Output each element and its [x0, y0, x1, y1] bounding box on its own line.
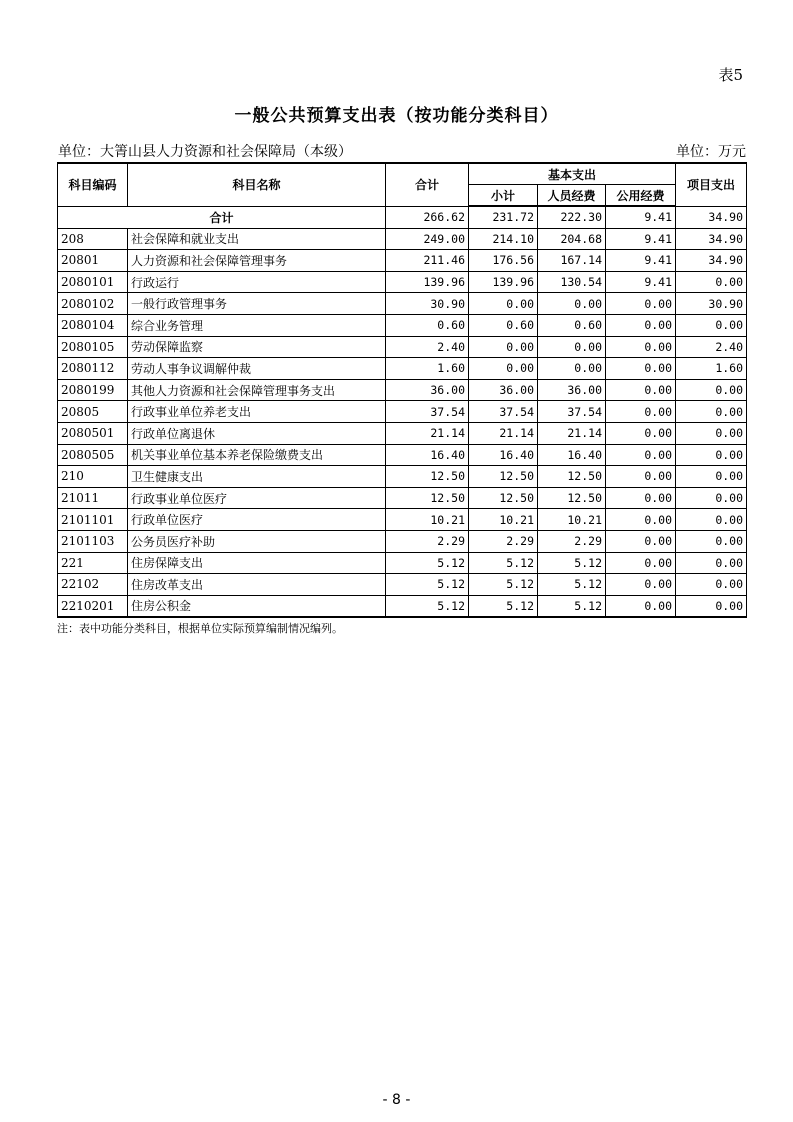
currency-unit: 单位：万元 [676, 144, 746, 160]
code-cell: 2080101 [58, 271, 128, 293]
personnel-cell: 222.30 [538, 206, 606, 228]
total-cell: 12.50 [386, 487, 469, 509]
code-cell: 2080199 [58, 379, 128, 401]
subtotal-cell: 0.00 [469, 336, 538, 358]
code-cell: 2080505 [58, 444, 128, 466]
subtotal-cell: 5.12 [469, 552, 538, 574]
header-personnel: 人员经费 [538, 185, 606, 207]
total-cell: 21.14 [386, 422, 469, 444]
header-basic: 基本支出 [469, 163, 676, 185]
personnel-cell: 204.68 [538, 228, 606, 250]
name-cell: 行政事业单位医疗 [128, 487, 386, 509]
name-cell: 卫生健康支出 [128, 466, 386, 488]
public-cell: 0.00 [606, 314, 676, 336]
name-cell: 住房公积金 [128, 595, 386, 617]
personnel-cell: 0.00 [538, 358, 606, 380]
total-cell: 0.60 [386, 314, 469, 336]
total-cell: 12.50 [386, 466, 469, 488]
personnel-cell: 0.00 [538, 293, 606, 315]
subtotal-cell: 21.14 [469, 422, 538, 444]
subtotal-cell: 0.60 [469, 314, 538, 336]
name-cell: 其他人力资源和社会保障管理事务支出 [128, 379, 386, 401]
code-cell: 2101101 [58, 509, 128, 531]
name-cell: 行政运行 [128, 271, 386, 293]
project-cell: 0.00 [676, 487, 747, 509]
header-subtotal: 小计 [469, 185, 538, 207]
code-cell: 2080105 [58, 336, 128, 358]
code-cell: 21011 [58, 487, 128, 509]
public-cell: 0.00 [606, 358, 676, 380]
total-label: 合计 [58, 206, 386, 228]
code-cell: 2080112 [58, 358, 128, 380]
subtotal-cell: 36.00 [469, 379, 538, 401]
total-cell: 30.90 [386, 293, 469, 315]
public-cell: 9.41 [606, 228, 676, 250]
table-row [58, 530, 747, 552]
public-cell: 9.41 [606, 206, 676, 228]
project-cell: 30.90 [676, 293, 747, 315]
personnel-cell: 5.12 [538, 552, 606, 574]
personnel-cell: 10.21 [538, 509, 606, 531]
public-cell: 0.00 [606, 466, 676, 488]
name-cell: 机关事业单位基本养老保险缴费支出 [128, 444, 386, 466]
subtotal-cell: 5.12 [469, 574, 538, 596]
subtotal-cell: 139.96 [469, 271, 538, 293]
personnel-cell: 0.60 [538, 314, 606, 336]
project-cell: 1.60 [676, 358, 747, 380]
subtotal-cell: 10.21 [469, 509, 538, 531]
public-cell: 9.41 [606, 271, 676, 293]
total-cell: 2.29 [386, 530, 469, 552]
total-cell: 5.12 [386, 595, 469, 617]
personnel-cell: 5.12 [538, 595, 606, 617]
table-row [58, 293, 747, 315]
total-cell: 5.12 [386, 574, 469, 596]
table-row [58, 358, 747, 380]
table-row [58, 444, 747, 466]
subtotal-cell: 37.54 [469, 401, 538, 423]
name-cell: 综合业务管理 [128, 314, 386, 336]
public-cell: 0.00 [606, 574, 676, 596]
page-title: 一般公共预算支出表（按功能分类科目） [234, 106, 559, 126]
header-total: 合计 [386, 163, 469, 206]
public-cell: 0.00 [606, 401, 676, 423]
total-cell: 1.60 [386, 358, 469, 380]
project-cell: 2.40 [676, 336, 747, 358]
name-cell: 人力资源和社会保障管理事务 [128, 250, 386, 272]
total-row [58, 206, 747, 228]
table-row [58, 574, 747, 596]
table-row [58, 509, 747, 531]
table-number: 表5 [718, 66, 743, 84]
page-number: - 8 - [382, 1092, 411, 1108]
project-cell: 0.00 [676, 530, 747, 552]
table-row [58, 401, 747, 423]
table-row [58, 487, 747, 509]
total-cell: 266.62 [386, 206, 469, 228]
public-cell: 0.00 [606, 422, 676, 444]
total-cell: 211.46 [386, 250, 469, 272]
header-code: 科目编码 [58, 163, 128, 206]
project-cell: 0.00 [676, 509, 747, 531]
name-cell: 行政单位医疗 [128, 509, 386, 531]
project-cell: 0.00 [676, 271, 747, 293]
header-row [58, 163, 747, 185]
public-cell: 0.00 [606, 293, 676, 315]
header-public: 公用经费 [606, 185, 676, 207]
code-cell: 2210201 [58, 595, 128, 617]
project-cell: 0.00 [676, 444, 747, 466]
table-row [58, 422, 747, 444]
total-cell: 36.00 [386, 379, 469, 401]
total-cell: 2.40 [386, 336, 469, 358]
personnel-cell: 167.14 [538, 250, 606, 272]
public-cell: 0.00 [606, 552, 676, 574]
name-cell: 住房改革支出 [128, 574, 386, 596]
personnel-cell: 5.12 [538, 574, 606, 596]
code-cell: 22102 [58, 574, 128, 596]
header-project: 项目支出 [676, 163, 747, 206]
table-row [58, 314, 747, 336]
table-row [58, 379, 747, 401]
table-row [58, 552, 747, 574]
total-cell: 10.21 [386, 509, 469, 531]
table-row [58, 228, 747, 250]
project-cell: 0.00 [676, 379, 747, 401]
name-cell: 公务员医疗补助 [128, 530, 386, 552]
project-cell: 34.90 [676, 228, 747, 250]
project-cell: 0.00 [676, 552, 747, 574]
subtotal-cell: 0.00 [469, 358, 538, 380]
public-cell: 0.00 [606, 379, 676, 401]
subtotal-cell: 5.12 [469, 595, 538, 617]
personnel-cell: 2.29 [538, 530, 606, 552]
project-cell: 34.90 [676, 206, 747, 228]
project-cell: 0.00 [676, 401, 747, 423]
public-cell: 0.00 [606, 595, 676, 617]
subtotal-cell: 176.56 [469, 250, 538, 272]
subtotal-cell: 214.10 [469, 228, 538, 250]
personnel-cell: 12.50 [538, 466, 606, 488]
header-name: 科目名称 [128, 163, 386, 206]
project-cell: 0.00 [676, 422, 747, 444]
project-cell: 0.00 [676, 314, 747, 336]
project-cell: 34.90 [676, 250, 747, 272]
personnel-cell: 36.00 [538, 379, 606, 401]
name-cell: 一般行政管理事务 [128, 293, 386, 315]
code-cell: 20805 [58, 401, 128, 423]
code-cell: 2080102 [58, 293, 128, 315]
public-cell: 9.41 [606, 250, 676, 272]
table-row [58, 336, 747, 358]
public-cell: 0.00 [606, 530, 676, 552]
code-cell: 2080104 [58, 314, 128, 336]
personnel-cell: 16.40 [538, 444, 606, 466]
footnote: 注：表中功能分类科目，根据单位实际预算编制情况编列。 [57, 622, 343, 635]
subtotal-cell: 0.00 [469, 293, 538, 315]
personnel-cell: 21.14 [538, 422, 606, 444]
personnel-cell: 37.54 [538, 401, 606, 423]
total-cell: 5.12 [386, 552, 469, 574]
table-row [58, 466, 747, 488]
code-cell: 208 [58, 228, 128, 250]
subtotal-cell: 16.40 [469, 444, 538, 466]
total-cell: 249.00 [386, 228, 469, 250]
subtotal-cell: 2.29 [469, 530, 538, 552]
total-cell: 37.54 [386, 401, 469, 423]
code-cell: 20801 [58, 250, 128, 272]
public-cell: 0.00 [606, 336, 676, 358]
personnel-cell: 0.00 [538, 336, 606, 358]
table-row [58, 271, 747, 293]
table-row [58, 595, 747, 617]
table-row [58, 250, 747, 272]
department-unit: 单位：大箐山县人力资源和社会保障局（本级） [58, 144, 352, 160]
code-cell: 2080501 [58, 422, 128, 444]
name-cell: 劳动保障监察 [128, 336, 386, 358]
budget-table [57, 162, 747, 618]
project-cell: 0.00 [676, 595, 747, 617]
public-cell: 0.00 [606, 487, 676, 509]
total-cell: 16.40 [386, 444, 469, 466]
name-cell: 劳动人事争议调解仲裁 [128, 358, 386, 380]
name-cell: 社会保障和就业支出 [128, 228, 386, 250]
personnel-cell: 130.54 [538, 271, 606, 293]
name-cell: 住房保障支出 [128, 552, 386, 574]
project-cell: 0.00 [676, 574, 747, 596]
subtotal-cell: 12.50 [469, 487, 538, 509]
name-cell: 行政单位离退休 [128, 422, 386, 444]
personnel-cell: 12.50 [538, 487, 606, 509]
code-cell: 221 [58, 552, 128, 574]
code-cell: 210 [58, 466, 128, 488]
subtotal-cell: 12.50 [469, 466, 538, 488]
public-cell: 0.00 [606, 444, 676, 466]
name-cell: 行政事业单位养老支出 [128, 401, 386, 423]
unit-row [58, 141, 746, 161]
public-cell: 0.00 [606, 509, 676, 531]
total-cell: 139.96 [386, 271, 469, 293]
subtotal-cell: 231.72 [469, 206, 538, 228]
code-cell: 2101103 [58, 530, 128, 552]
project-cell: 0.00 [676, 466, 747, 488]
